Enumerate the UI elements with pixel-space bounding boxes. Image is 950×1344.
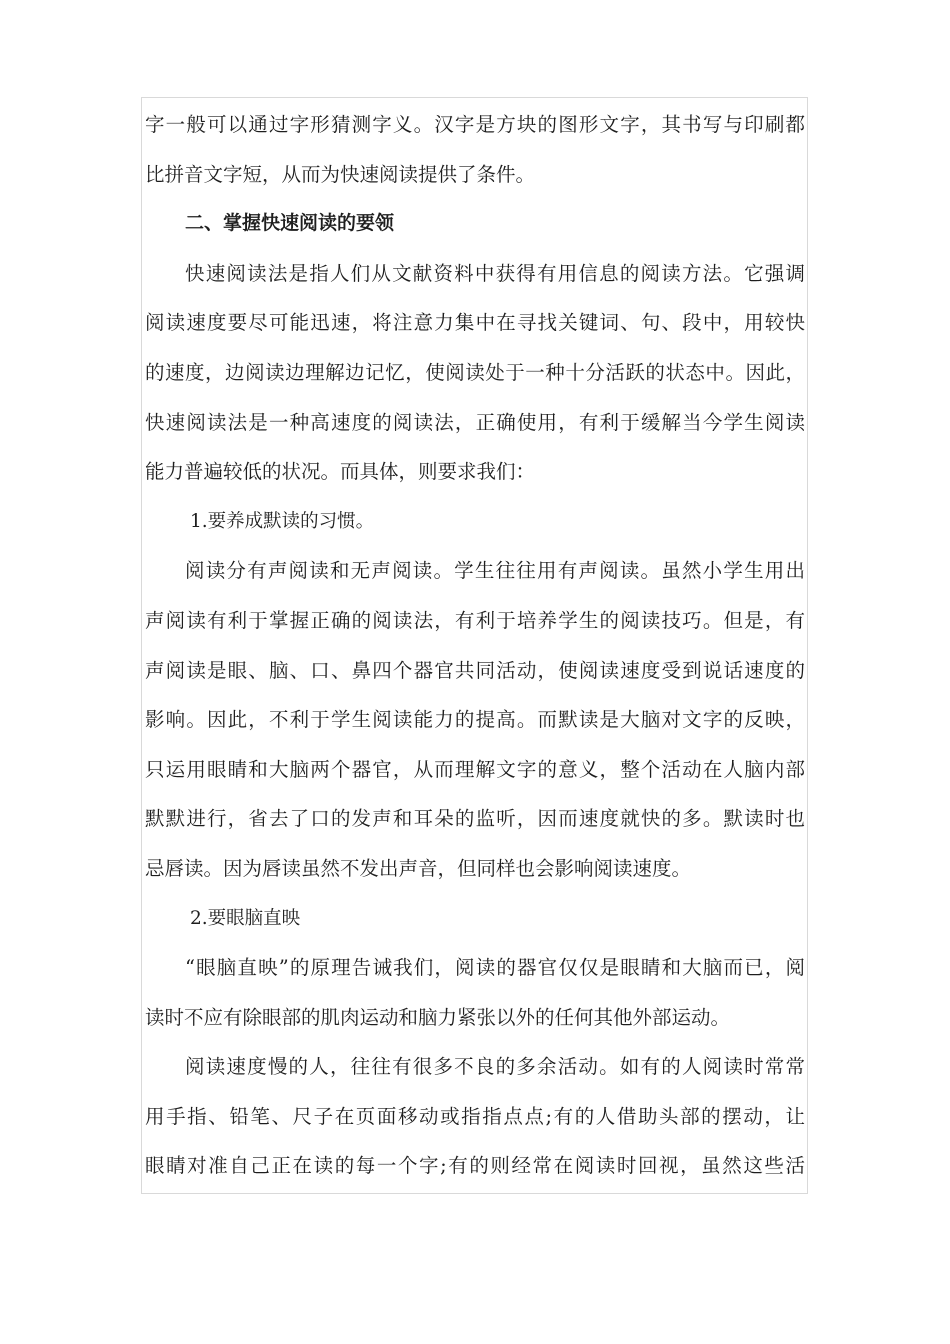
- text-line: 忌唇读。因为唇读虽然不发出声音，但同样也会影响阅读速度。: [145, 856, 692, 880]
- text-line: 声阅读是眼、脑、口、鼻四个器官共同活动，使阅读速度受到说话速度的: [145, 658, 805, 682]
- page-frame: [141, 97, 808, 1194]
- text-line: 快速阅读法是一种高速度的阅读法，正确使用，有利于缓解当今学生阅读: [145, 410, 805, 434]
- list-item-heading: 2.要眼脑直映: [190, 907, 301, 929]
- paragraph-first-line: 阅读速度慢的人，往往有很多不良的多余活动。如有的人阅读时常常: [185, 1055, 805, 1079]
- text-line: 影响。因此，不利于学生阅读能力的提高。而默读是大脑对文字的反映，: [145, 708, 805, 732]
- paragraph-first-line: 阅读分有声阅读和无声阅读。学生往往用有声阅读。虽然小学生用出: [185, 559, 805, 583]
- text-line: 比拼音文字短，从而为快速阅读提供了条件。: [145, 162, 536, 186]
- text-line: 只运用眼睛和大脑两个器官，从而理解文字的意义，整个活动在人脑内部: [145, 757, 805, 781]
- paragraph-first-line: “眼脑直映”的原理告诫我们，阅读的器官仅仅是眼睛和大脑而已，阅: [185, 956, 805, 980]
- text-line: 阅读速度要尽可能迅速，将注意力集中在寻找关键词、句、段中，用较快: [145, 311, 805, 335]
- text-line: 读时不应有除眼部的肌肉运动和脑力紧张以外的任何其他外部运动。: [145, 1005, 731, 1029]
- text-line: 声阅读有利于掌握正确的阅读法，有利于培养学生的阅读技巧。但是，有: [145, 608, 805, 632]
- text-line: 的速度，边阅读边理解边记忆，使阅读处于一种十分活跃的状态中。因此，: [145, 360, 805, 384]
- text-line: 能力普遍较低的状况。而具体，则要求我们：: [145, 460, 536, 484]
- text-line: 用手指、铅笔、尺子在页面移动或指指点点;有的人借助头部的摆动，让: [145, 1104, 805, 1128]
- list-item-heading: 1.要养成默读的习惯。: [190, 510, 375, 532]
- section-heading: 二、掌握快速阅读的要领: [185, 212, 395, 235]
- text-line: 字一般可以通过字形猜测字义。汉字是方块的图形文字，其书写与印刷都: [145, 113, 805, 136]
- paragraph-first-line: 快速阅读法是指人们从文献资料中获得有用信息的阅读方法。它强调: [185, 261, 805, 285]
- text-line: 默默进行，省去了口的发声和耳朵的监听，因而速度就快的多。默读时也: [145, 807, 805, 831]
- text-line: 眼睛对准自己正在读的每一个字;有的则经常在阅读时回视，虽然这些活: [145, 1154, 805, 1178]
- document-body: [145, 98, 805, 1191]
